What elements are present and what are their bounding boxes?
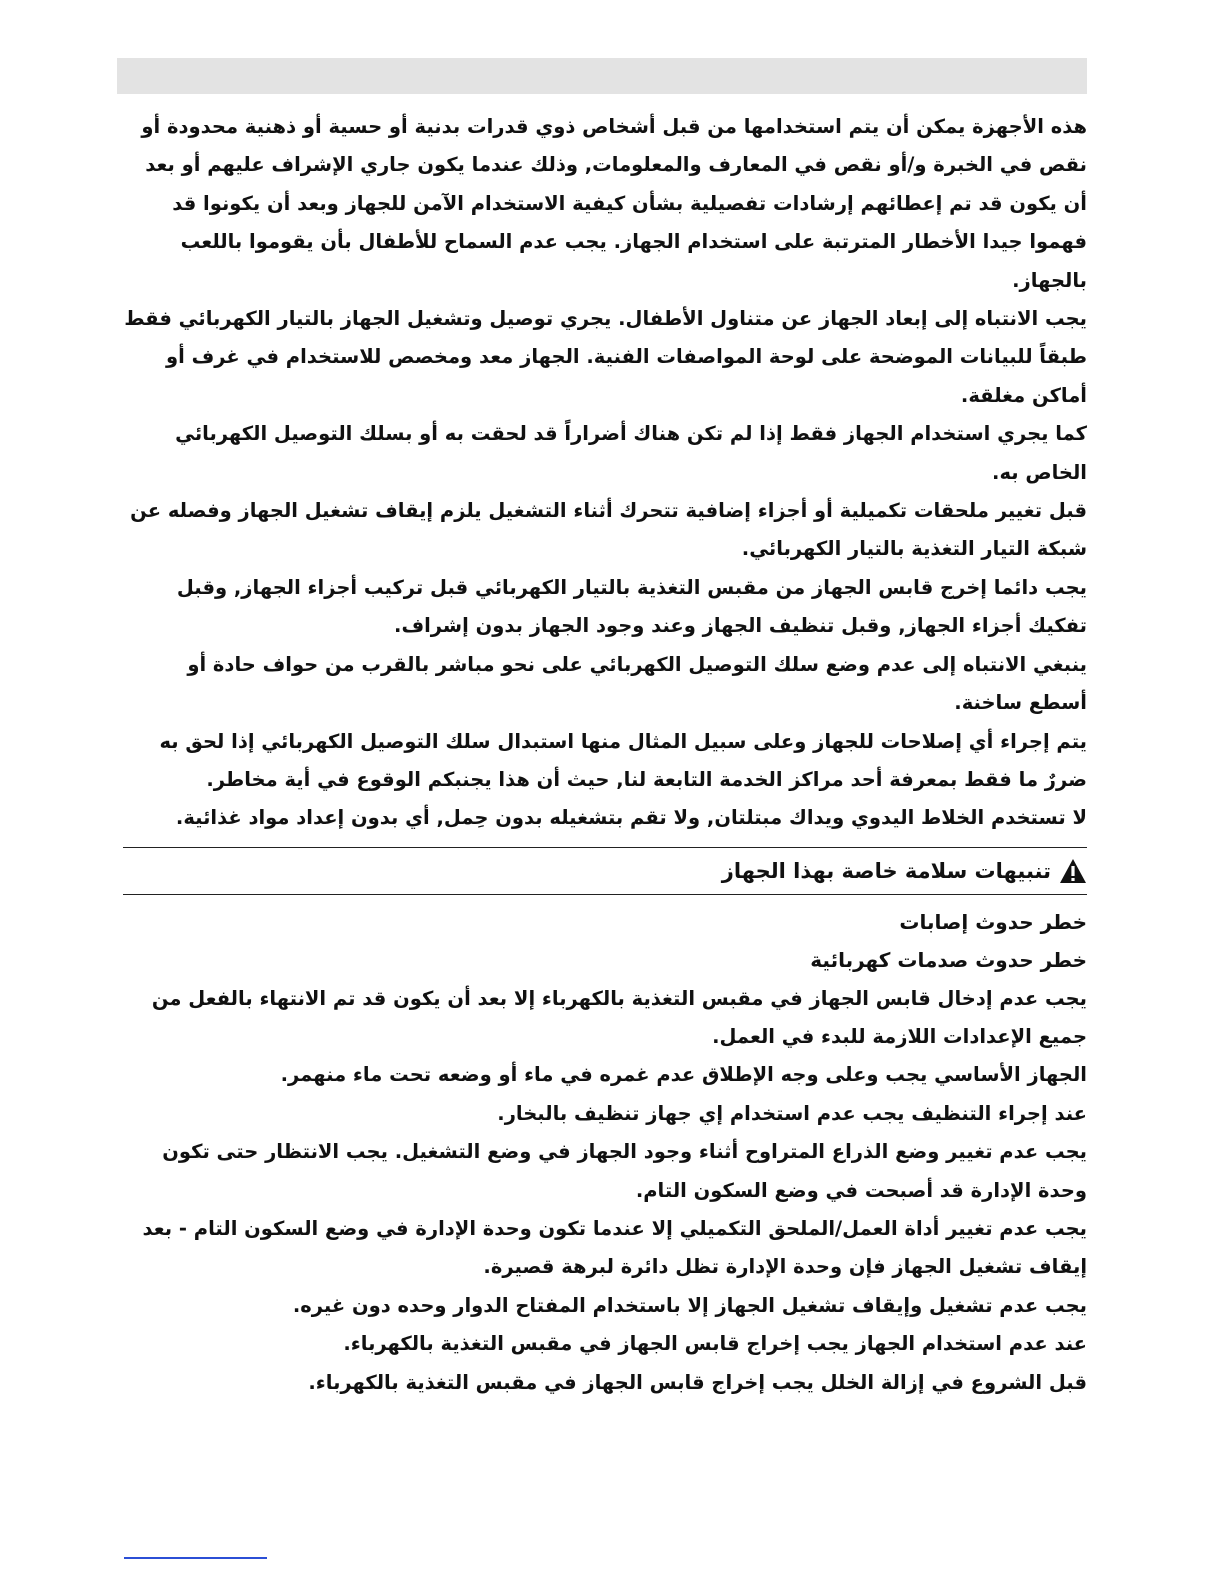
intro-paragraph: يجب دائما إخرج قابس الجهاز من مقبس التغذية بالتيار الكهربائي قبل تركيب أجزاء الجهاز, وقبل تفكيك أجزاء الجهاز, وقبل تنظيف الجهاز وعند وجود الجهاز بدون إشراف. <box>176 575 1087 638</box>
safety-section-heading <box>123 848 1087 894</box>
intro-paragraph: قبل تغيير ملحقات تكميلية أو أجزاء إضافية تتحرك أثناء التشغيل يلزم إيقاف تشغيل الجهاز وفصله عن شبكة التيار التغذية بالتيار الكهربائي. <box>130 499 1087 561</box>
warning-triangle-icon <box>1059 858 1087 884</box>
intro-paragraph: يتم إجراء أي إصلاحات للجهاز وعلى سبيل المثال منها استبدال سلك التوصيل الكهربائي إذا لحق به ضررٌ ما فقط بمعرفة أحد مراكز الخدمة التابعة لنا, حيث أن هذا يجنبكم الوقوع في أية مخاطر. <box>159 729 1087 791</box>
hazard-subheading: خطر حدوث صدمات كهربائية <box>810 948 1087 973</box>
intro-paragraph: كما يجري استخدام الجهاز فقط إذا لم تكن هناك أضراراً قد لحقت به أو بسلك التوصيل الكهربائي الخاص به. <box>175 422 1087 484</box>
intro-paragraph: لا تستخدم الخلاط اليدوي ويداك مبتلتان, ولا تقم بتشغيله بدون حِمل, أي بدون إعداد مواد غذائية. <box>175 806 1087 830</box>
safety-section-title: تنبيهات سلامة خاصة بهذا الجهاز <box>721 858 1051 883</box>
safety-paragraph: قبل الشروع في إزالة الخلل يجب إخراج قابس الجهاز في مقبس التغذية بالكهرباء. <box>308 1370 1087 1394</box>
intro-paragraph: هذه الأجهزة يمكن أن يتم استخدامها من قبل أشخاص ذوي قدرات بدنية أو حسية أو ذهنية محدودة أو نقص في الخبرة و/أو نقص في المعارف والمعلومات, وذلك عندما يكون جاري الإشراف عليهم أو بعد أن يكون قد تم إعطائهم إرشادات تفصيلية بشأن كيفية الاستخدام الآمن للجهاز وبعد أن يكونوا قد فهموا جيدا الأخطار المترتبة على استخدام الجهاز. يجب عدم السماح للأطفال بأن يقوموا باللعب بالجهاز. <box>141 115 1087 292</box>
safety-paragraph: عند عدم استخدام الجهاز يجب إخراج قابس الجهاز في مقبس التغذية بالكهرباء. <box>343 1332 1087 1356</box>
safety-paragraph: الجهاز الأساسي يجب وعلى وجه الإطلاق عدم غمره في ماء أو وضعه تحت ماء منهمر. <box>280 1063 1087 1087</box>
page-marker-line <box>124 1557 267 1559</box>
safety-paragraph: عند إجراء التنظيف يجب عدم استخدام إي جهاز تنظيف بالبخار. <box>497 1101 1087 1125</box>
page-content <box>123 108 1087 1402</box>
header-bar <box>117 58 1087 94</box>
safety-paragraph: يجب عدم تغيير وضع الذراع المتراوح أثناء وجود الجهاز في وضع التشغيل. يجب الانتظار حتى تكون وحدة الإدارة قد أصبحت في وضع السكون التام. <box>162 1140 1087 1202</box>
intro-paragraph: ينبغي الانتباه إلى عدم وضع سلك التوصيل الكهربائي على نحو مباشر بالقرب من حواف حادة أو أسطع ساخنة. <box>187 652 1087 715</box>
divider <box>123 894 1087 895</box>
safety-paragraph: يجب عدم تشغيل وإيقاف تشغيل الجهاز إلا باستخدام المفتاح الدوار وحده دون غيره. <box>292 1293 1087 1317</box>
safety-paragraph: يجب عدم تغيير أداة العمل/الملحق التكميلي إلا عندما تكون وحدة الإدارة في وضع السكون التام - بعد إيقاف تشغيل الجهاز فإن وحدة الإدارة تظل دائرة لبرهة قصيرة. <box>142 1216 1087 1279</box>
hazard-subheading: خطر حدوث إصابات <box>899 909 1087 934</box>
safety-paragraph: يجب عدم إدخال قابس الجهاز في مقبس التغذية بالكهرباء إلا بعد أن يكون قد تم الانتهاء بالفعل من جميع الإعدادات اللازمة للبدء في العمل. <box>151 986 1087 1048</box>
hazard-subheadings <box>123 903 1087 980</box>
intro-paragraph: يجب الانتباه إلى إبعاد الجهاز عن متناول الأطفال. يجري توصيل وتشغيل الجهاز بالتيار الكهربائي فقط طبقاً للبيانات الموضحة على لوحة المواصفات الفنية. الجهاز معد ومخصص للاستخدام في غرف أو أماكن مغلقة. <box>124 307 1087 407</box>
